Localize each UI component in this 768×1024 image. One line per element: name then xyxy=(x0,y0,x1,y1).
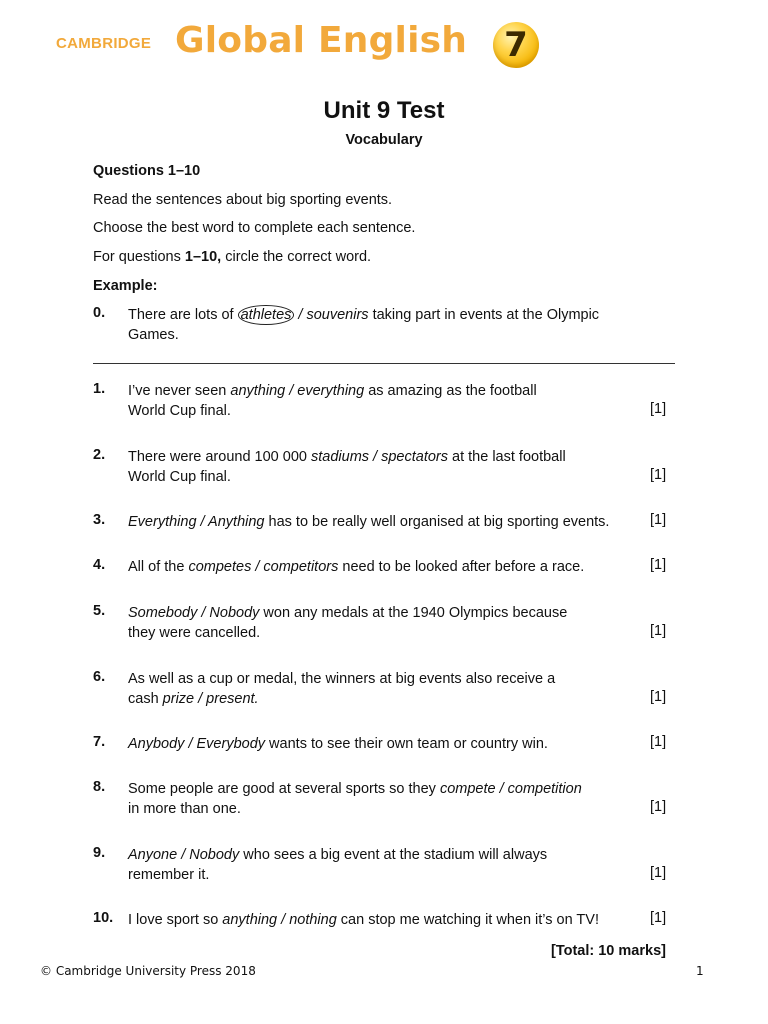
example-post: taking part in events at the Olympic xyxy=(368,307,600,323)
page-number: 1 xyxy=(696,964,704,978)
question-line xyxy=(128,603,638,623)
instruction-3-post: circle the correct word. xyxy=(221,249,372,265)
question-line xyxy=(128,779,638,799)
question-line xyxy=(128,623,638,643)
question-text xyxy=(128,557,638,577)
answer-options[interactable]: compete / competition xyxy=(439,781,582,797)
questions-heading: Questions 1–10 xyxy=(93,163,201,179)
question-text xyxy=(128,910,638,930)
instruction-3-bold: 1–10, xyxy=(184,249,222,265)
example-number: 0. xyxy=(93,305,106,321)
answer-options[interactable]: prize / present. xyxy=(162,691,259,707)
mark-value: [1] xyxy=(650,734,667,750)
mark-value: [1] xyxy=(650,467,667,483)
header-logo xyxy=(56,18,576,74)
answer-options[interactable]: Everything / Anything xyxy=(128,514,265,530)
question-segment: As well as a cup or medal, the winners at big events also receive a xyxy=(128,671,556,687)
question-text xyxy=(128,779,638,819)
question-segment: who sees a big event at the stadium will always xyxy=(239,847,548,863)
mark-value: [1] xyxy=(650,401,667,417)
question-line xyxy=(128,799,638,819)
answer-options[interactable]: Anybody / Everybody xyxy=(128,736,266,752)
question-segment: I love sport so xyxy=(128,912,223,928)
example-pre: There are lots of xyxy=(128,307,238,323)
total-marks: [Total: 10 marks] xyxy=(551,943,666,959)
question-segment: in more than one. xyxy=(128,801,241,817)
answer-options[interactable]: anything / everything xyxy=(230,383,365,399)
mark-value: [1] xyxy=(650,512,667,528)
question-number: 5. xyxy=(93,603,106,619)
question-text xyxy=(128,845,638,885)
question-line xyxy=(128,910,638,930)
question-segment: World Cup final. xyxy=(128,403,231,419)
question-text xyxy=(128,603,638,643)
question-number: 7. xyxy=(93,734,106,750)
question-text xyxy=(128,447,638,487)
example-alternative: / souvenirs xyxy=(294,307,369,323)
page-title: Unit 9 Test xyxy=(323,97,445,124)
question-segment: has to be really well organised at big sporting events. xyxy=(264,514,610,530)
question-number: 3. xyxy=(93,512,106,528)
page-subtitle: Vocabulary xyxy=(345,132,423,148)
question-line xyxy=(128,401,638,421)
question-line xyxy=(128,734,638,754)
question-number: 1. xyxy=(93,381,106,397)
question-number: 8. xyxy=(93,779,106,795)
question-segment: can stop me watching it when it’s on TV! xyxy=(336,912,599,928)
question-segment: wants to see their own team or country win. xyxy=(265,736,548,752)
answer-options[interactable]: Somebody / Nobody xyxy=(128,605,260,621)
question-line xyxy=(128,669,638,689)
instruction-line-1: Read the sentences about big sporting events. xyxy=(93,192,393,208)
answer-options[interactable]: competes / competitors xyxy=(188,559,339,575)
question-line xyxy=(128,512,638,532)
answer-options[interactable]: stadiums / spectators xyxy=(311,449,448,465)
mark-value: [1] xyxy=(650,689,667,705)
question-number: 6. xyxy=(93,669,106,685)
answer-options[interactable]: Anyone / Nobody xyxy=(128,847,240,863)
mark-value: [1] xyxy=(650,910,667,926)
copyright-footer: © Cambridge University Press 2018 xyxy=(40,964,256,978)
instruction-line-3 xyxy=(93,249,371,265)
instruction-line-2: Choose the best word to complete each sentence. xyxy=(93,220,416,236)
question-segment: There were around 100 000 xyxy=(128,449,311,465)
instruction-3-pre: For questions xyxy=(93,249,185,265)
mark-value: [1] xyxy=(650,557,667,573)
question-text xyxy=(128,381,638,421)
example-circled-answer: athletes xyxy=(238,305,295,325)
question-text xyxy=(128,512,638,532)
divider-line xyxy=(93,363,675,364)
question-line xyxy=(128,447,638,467)
level-badge: 7 xyxy=(493,22,539,68)
question-segment: cash xyxy=(128,691,163,707)
question-text xyxy=(128,734,638,754)
mark-value: [1] xyxy=(650,799,667,815)
answer-options[interactable]: anything / nothing xyxy=(222,912,337,928)
example-sentence xyxy=(128,305,648,345)
question-line xyxy=(128,467,638,487)
question-number: 9. xyxy=(93,845,106,861)
question-segment: they were cancelled. xyxy=(128,625,261,641)
brand-title: Global English xyxy=(175,20,468,61)
question-line xyxy=(128,865,638,885)
brand-cambridge: CAMBRIDGE xyxy=(56,35,152,52)
mark-value: [1] xyxy=(650,865,667,881)
example-label: Example: xyxy=(93,278,158,294)
example-line-2: Games. xyxy=(128,327,179,343)
question-number: 10. xyxy=(93,910,114,926)
question-line xyxy=(128,381,638,401)
question-line xyxy=(128,557,638,577)
question-line xyxy=(128,845,638,865)
question-segment: won any medals at the 1940 Olympics because xyxy=(259,605,568,621)
question-segment: All of the xyxy=(128,559,189,575)
mark-value: [1] xyxy=(650,623,667,639)
question-segment: as amazing as the football xyxy=(364,383,537,399)
question-segment: Some people are good at several sports so they xyxy=(128,781,440,797)
question-number: 2. xyxy=(93,447,106,463)
question-number: 4. xyxy=(93,557,106,573)
question-segment: need to be looked after before a race. xyxy=(338,559,585,575)
question-segment: remember it. xyxy=(128,867,210,883)
question-text xyxy=(128,669,638,709)
question-segment: World Cup final. xyxy=(128,469,231,485)
question-segment: at the last football xyxy=(448,449,566,465)
question-segment: I’ve never seen xyxy=(128,383,231,399)
question-line xyxy=(128,689,638,709)
